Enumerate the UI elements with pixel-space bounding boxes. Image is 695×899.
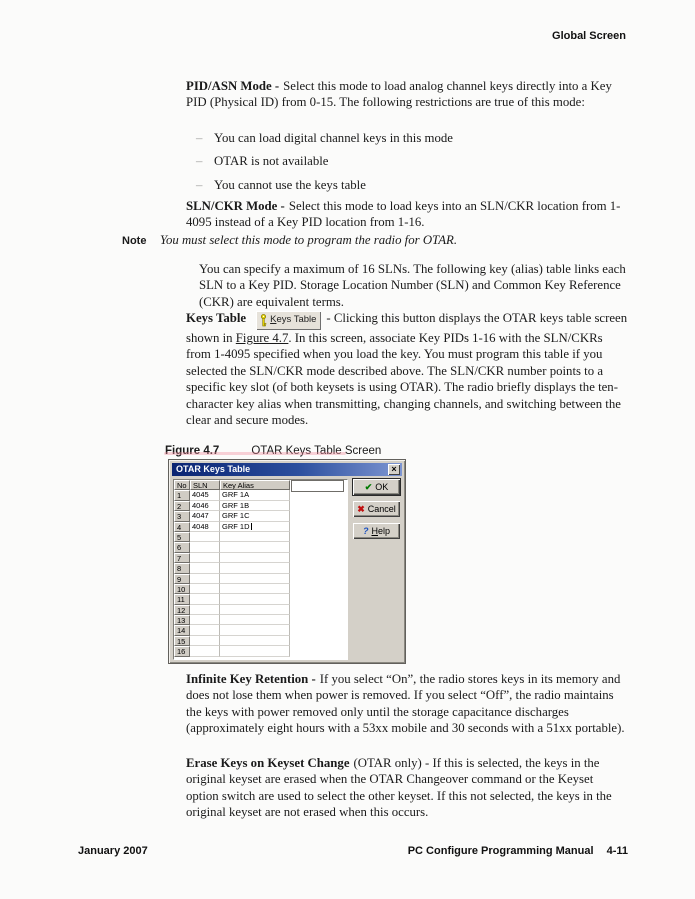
ok-button-label: OK xyxy=(375,482,389,492)
sln-cell[interactable] xyxy=(190,553,220,563)
list-item xyxy=(196,177,626,193)
sln-cell[interactable] xyxy=(190,636,220,646)
restrictions-bullet-list xyxy=(196,130,626,200)
infinite-key-retention-paragraph xyxy=(186,671,629,737)
otar-keys-table-dialog xyxy=(168,459,406,664)
ok-button[interactable] xyxy=(353,479,400,495)
sln-cell[interactable] xyxy=(190,563,220,573)
key-icon xyxy=(260,314,267,327)
pid-asn-mode-term: PID/ASN Mode - xyxy=(186,79,280,93)
row-number: 5 xyxy=(174,532,190,542)
bullet-text: You cannot use the keys table xyxy=(214,177,366,192)
key-alias-cell[interactable]: GRF 1B xyxy=(220,501,290,511)
keys-table-text-1: - Clicking this button displays the OTAR keys table screen shown in xyxy=(186,311,628,345)
keys-table-grid xyxy=(174,480,290,657)
row-number: 14 xyxy=(174,625,190,635)
column-header: Key Alias xyxy=(220,480,290,490)
figure-number: Figure 4.7 xyxy=(165,445,220,457)
key-alias-cell[interactable] xyxy=(220,553,290,563)
row-number: 3 xyxy=(174,511,190,521)
footer-date: January 2007 xyxy=(78,845,148,857)
keys-table-paragraph xyxy=(186,310,629,428)
dialog-title: OTAR Keys Table xyxy=(176,464,251,474)
key-alias-cell[interactable]: GRF 1D xyxy=(220,522,290,532)
footer-manual-name: PC Configure Programming Manual xyxy=(407,845,594,857)
dash-bullet-icon: – xyxy=(196,177,203,192)
dialog-title-bar[interactable] xyxy=(172,463,402,476)
row-number: 4 xyxy=(174,522,190,532)
dash-bullet-icon: – xyxy=(196,131,203,145)
key-alias-cell[interactable] xyxy=(220,532,290,542)
x-icon: ✖ xyxy=(357,503,365,514)
keys-table-button[interactable] xyxy=(256,311,321,330)
keys-table-button-label: Keys Table xyxy=(270,314,317,326)
bullet-text: OTAR is not available xyxy=(214,154,329,169)
sln-cell[interactable]: 4046 xyxy=(190,501,220,511)
sln-maximum-text: You can specify a maximum of 16 SLNs. The following key (alias) table links each SLN to a Key PID. Storage Location Number (SLN) and Common Key Reference (CKR) are equivalent terms. xyxy=(199,262,626,309)
cell-editor-field[interactable] xyxy=(291,480,344,492)
row-number: 9 xyxy=(174,574,190,584)
sln-cell[interactable] xyxy=(190,594,220,604)
key-alias-cell[interactable] xyxy=(220,584,290,594)
row-number: 2 xyxy=(174,501,190,511)
column-header: SLN xyxy=(190,480,220,490)
key-alias-cell[interactable] xyxy=(220,615,290,625)
sln-cell[interactable] xyxy=(190,584,220,594)
help-button[interactable] xyxy=(353,523,400,539)
figure-title: OTAR Keys Table Screen xyxy=(251,445,382,457)
erase-keys-text: (OTAR only) - If this is selected, the keys in the original keyset are erased when the OTAR Changeover command or the Keyset option switch are used to select the other keyset. If this not selected, the keys in the original keyset are not erased when this occurs. xyxy=(186,756,612,820)
figure-4-7-link[interactable]: Figure 4.7 xyxy=(235,331,289,345)
row-number: 13 xyxy=(174,615,190,625)
column-header: No xyxy=(174,480,190,490)
footer-manual-title xyxy=(408,845,628,857)
sln-ckr-mode-paragraph xyxy=(186,198,626,231)
keys-table-term: Keys Table xyxy=(186,311,247,325)
infinite-key-retention-text: If you select “On”, the radio stores keys in its memory and does not lose them when power is removed. If you select “Off”, the radio maintains the keys with power removed only until the storage capacitance discharges (approximately eight hours with a 53xx mobile and 30 seconds with a 51xx portable). xyxy=(186,672,625,736)
row-number: 16 xyxy=(174,646,190,656)
pid-asn-mode-text: Select this mode to load analog channel keys directly into a Key PID (Physical ID) from 0-15. The following restrictions are true of this mode: xyxy=(186,79,612,110)
erase-keys-term: Erase Keys on Keyset Change xyxy=(186,756,350,770)
infinite-key-retention-term: Infinite Key Retention - xyxy=(186,672,316,686)
key-alias-cell[interactable]: GRF 1A xyxy=(220,490,290,500)
scan-artifact-line xyxy=(164,452,346,455)
erase-keys-paragraph xyxy=(186,755,629,821)
check-icon: ✔ xyxy=(364,481,373,492)
sln-cell[interactable] xyxy=(190,542,220,552)
key-alias-cell[interactable] xyxy=(220,594,290,604)
row-number: 12 xyxy=(174,605,190,615)
pid-asn-mode-paragraph xyxy=(186,78,626,111)
sln-ckr-mode-text: Select this mode to load keys into an SLN/CKR location from 1-4095 instead of a Key PID location from 1-16. xyxy=(186,199,621,230)
footer-page-number: 4-11 xyxy=(606,845,628,857)
row-number: 15 xyxy=(174,636,190,646)
row-number: 1 xyxy=(174,490,190,500)
note-text: You must select this mode to program the radio for OTAR. xyxy=(160,233,458,247)
keys-table-text-2: . In this screen, associate Key PIDs 1-16 with the SLN/CKRs from 1-4095 specified when you load the key. You must program this table if you selected the SLN/CKR mode described above. The SLN/CKR number points to a specific key slot (of both keysets is using OTAR). The radio briefly displays the ten-character key alias when transmitting, changing channels, and switching between the clear and secure modes. xyxy=(186,331,621,428)
sln-cell[interactable] xyxy=(190,615,220,625)
figure-caption xyxy=(165,441,381,459)
row-number: 8 xyxy=(174,563,190,573)
key-alias-cell[interactable] xyxy=(220,605,290,615)
list-item xyxy=(196,153,626,169)
sln-cell[interactable] xyxy=(190,605,220,615)
help-button-label: Help xyxy=(371,526,390,536)
sln-cell[interactable] xyxy=(190,625,220,635)
cancel-button-label: Cancel xyxy=(367,504,396,514)
text-cursor xyxy=(251,523,252,530)
cancel-button[interactable] xyxy=(353,501,400,517)
bullet-text: You can load digital channel keys in this mode xyxy=(214,131,453,145)
key-alias-cell[interactable] xyxy=(220,574,290,584)
sln-cell[interactable] xyxy=(190,532,220,542)
close-icon[interactable]: × xyxy=(388,464,400,475)
row-number: 6 xyxy=(174,542,190,552)
key-alias-cell[interactable] xyxy=(220,563,290,573)
note-label: Note xyxy=(122,235,147,247)
page-header xyxy=(552,30,626,42)
key-alias-cell[interactable] xyxy=(220,625,290,635)
header-section-title: Global Screen xyxy=(552,30,626,42)
note-row xyxy=(0,233,695,251)
row-number: 11 xyxy=(174,594,190,604)
key-alias-cell[interactable] xyxy=(220,636,290,646)
key-alias-cell[interactable] xyxy=(220,542,290,552)
sln-cell[interactable] xyxy=(190,646,220,656)
sln-ckr-mode-term: SLN/CKR Mode - xyxy=(186,199,285,213)
keys-table-panel xyxy=(173,479,348,660)
sln-cell[interactable]: 4045 xyxy=(190,490,220,500)
list-item xyxy=(196,130,626,146)
sln-cell[interactable]: 4047 xyxy=(190,511,220,521)
key-alias-cell[interactable] xyxy=(220,646,290,656)
dash-bullet-icon: – xyxy=(196,154,203,169)
row-number: 10 xyxy=(174,584,190,594)
question-mark-icon: ? xyxy=(362,525,369,536)
key-alias-cell[interactable]: GRF 1C xyxy=(220,511,290,521)
row-number: 7 xyxy=(174,553,190,563)
sln-maximum-paragraph xyxy=(199,261,635,310)
sln-cell[interactable] xyxy=(190,574,220,584)
page-footer xyxy=(0,845,695,861)
sln-cell[interactable]: 4048 xyxy=(190,522,220,532)
